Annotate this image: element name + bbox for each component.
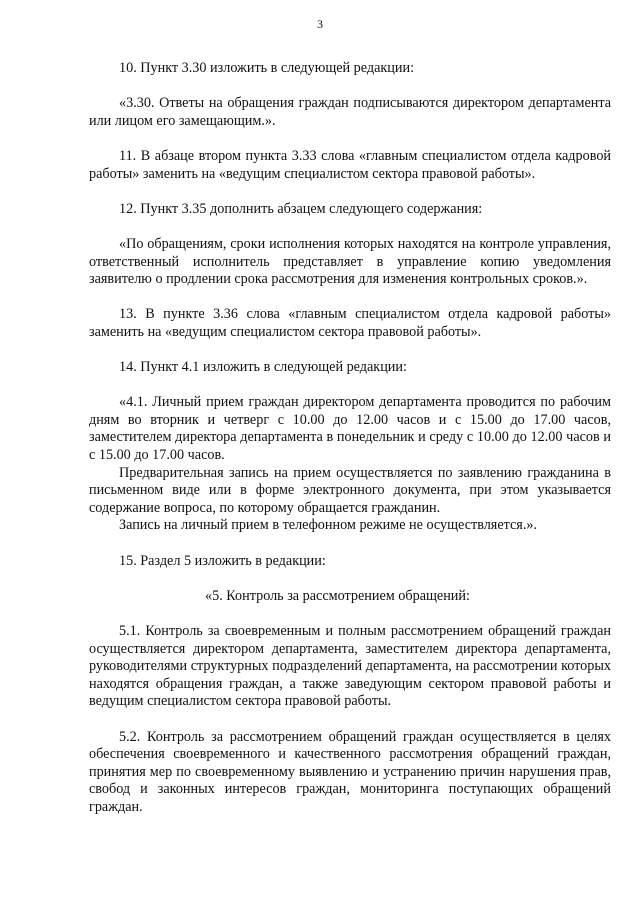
paragraph-5-1: 5.1. Контроль за своевременным и полным рассмотрением обращений граждан осуществляется директором департамента, заместителем директора департамента, руководителями структурных подразделений департамента, на рассмотрении которых находятся обращения граждан, а также заведующим сектором правовой работы и ведущим специалистом сектора правовой работы. bbox=[89, 623, 611, 710]
paragraph-item-12: 12. Пункт 3.35 дополнить абзацем следующего содержания: bbox=[119, 200, 483, 217]
paragraph-preregistration: Предварительная запись на прием осуществляется по заявлению гражданина в письменном виде или в форме электронного документа, при этом указывается содержание вопроса, по которому обращается гражданин. bbox=[89, 464, 611, 516]
paragraph-5-2: 5.2. Контроль за рассмотрением обращений граждан осуществляется в целях обеспечения своевременного и качественного рассмотрения обращений граждан, принятия мер по своевременному выявлению и устранению причин нарушения прав, свобод и законных интересов граждан, мониторинга поступающих обращений граждан. bbox=[89, 728, 611, 815]
page-number: 3 bbox=[317, 17, 323, 31]
paragraph-item-10: 10. Пункт 3.30 изложить в следующей редакции: bbox=[119, 60, 415, 76]
document-body bbox=[89, 60, 611, 817]
section-5-heading: «5. Контроль за рассмотрением обращений: bbox=[205, 587, 470, 604]
paragraph-item-14: 14. Пункт 4.1 изложить в следующей редакции: bbox=[119, 359, 407, 376]
paragraph-item-11: 11. В абзаце втором пункта 3.33 слова «главным специалистом отдела кадровой работы» заменить на «ведущим специалистом сектора правовой работы». bbox=[89, 147, 611, 182]
paragraph-item-15: 15. Раздел 5 изложить в редакции: bbox=[119, 552, 326, 569]
paragraph-item-13: 13. В пункте 3.36 слова «главным специалистом отдела кадровой работы» заменить на «ведущим специалистом сектора правовой работы». bbox=[89, 306, 611, 340]
paragraph-quote-4-1: «4.1. Личный прием граждан директором департамента проводится по рабочим дням во вторник и четверг с 10.00 до 12.00 часов и с 15.00 до 17.00 часов, заместителем директора департамента в понедельник и среду с 10.00 до 12.00 часов и с 15.00 до 17.00 часов. bbox=[89, 394, 611, 464]
paragraph-phone-registration: Запись на личный прием в телефонном режиме не осуществляется.». bbox=[119, 517, 538, 534]
paragraph-quote-3-35: «По обращениям, сроки исполнения которых находятся на контроле управления, ответственный исполнитель представляет в управление копию уведомления заявителю о продлении срока рассмотрения для изменения контрольных сроков.». bbox=[89, 235, 611, 288]
paragraph-quote-3-30: «3.30. Ответы на обращения граждан подписываются директором департамента или лицом его замещающим.». bbox=[89, 95, 611, 129]
